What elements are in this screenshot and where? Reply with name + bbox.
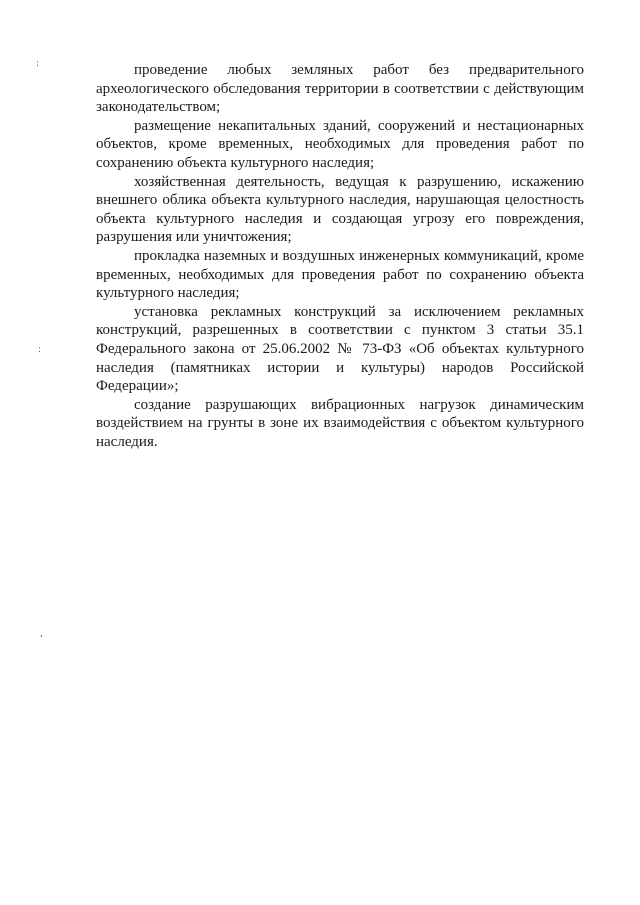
paragraph-vibration: создание разрушающих вибрационных нагрузок динамическим воздействием на грунты в зоне их взаимодействия с объектом культурного наследия.	[96, 396, 584, 450]
paragraph-economic-activity: хозяйственная деятельность, ведущая к разрушению, искажению внешнего облика объекта культурного наследия, нарушающая целостность объекта культурного наследия и создающая угрозу его повреждения, разрушения или уничтожения;	[96, 173, 584, 246]
paragraph-temporary-buildings: размещение некапитальных зданий, сооружений и нестационарных объектов, кроме временных, необходимых для проведения работ по сохранению объекта культурного наследия;	[96, 117, 584, 171]
scan-artifact-mark: :	[38, 345, 42, 355]
scan-artifact-mark: :	[36, 59, 40, 69]
paragraph-utilities: прокладка наземных и воздушных инженерных коммуникаций, кроме временных, необходимых для проведения работ по сохранению объекта культурного наследия;	[96, 247, 584, 302]
scan-artifact-mark: ,	[40, 629, 43, 639]
document-body	[96, 61, 584, 451]
paragraph-advertising: установка рекламных конструкций за исключением рекламных конструкций, разрешенных в соответствии с пунктом 3 статьи 35.1 Федерального закона от 25.06.2002 № 73-ФЗ «Об объектах культурного наследия (памятниках истории и культуры) народов Российской Федерации»;	[96, 303, 584, 395]
paragraph-earthworks: проведение любых земляных работ без предварительного археологического обследования территории в соответствии с действующим законодательством;	[96, 62, 584, 116]
